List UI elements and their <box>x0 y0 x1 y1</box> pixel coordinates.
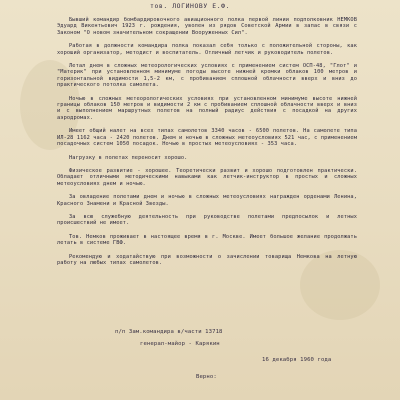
certified-label: Верно: <box>196 374 217 380</box>
paragraph: Ночью в сложных метеорологических условиях при установленном минимуме высоте нижней границы облаков 150 метров и видимости 2 км с пробиванием сплошной облачности вверх и вниз и с выполнением маршрутных полетов на полный радиус действия с посадкой на других аэродромах. <box>57 95 357 121</box>
paragraph: Имеет общий налет на всех типах самолетов 3340 часов - 6500 полетов. На самолете типа ИЛ-28 1162 часа - 2420 полетов. Днем и ночью в сложных метеоусловиях 521 час, с применением посадочных систем 1050 посадок. Ночью в простых метеоусловиях - 353 часа. <box>57 128 357 148</box>
paragraph: Физическое развитие - хорошее. Теоретически развит и хорошо подготовлен практически. Обладает отличными методическими навыками как летчик-инструктор в простых и сложных метеоусловиях днем и ночью. <box>57 167 357 187</box>
document-date: 16 декабря 1960 года <box>262 357 332 363</box>
signature-name: генерал-майор - Карякин <box>140 341 220 347</box>
paragraph: Рекомендую и ходатайствую при возможности о зачислении товарища Немкова на летную работу на любых типах самолетов. <box>57 253 357 266</box>
paragraph: Работая в должности командира полка показал себя только с положительной стороны, как хороший организатор, методист и воспитатель. Отличный летчик и руководитель полетов. <box>57 43 357 56</box>
paragraph: За всю служебную деятельность при руководстве полетами предпосылок и летных происшествий не имеет. <box>57 213 357 227</box>
paragraph: Нагрузку в полетах переносит хорошо. <box>69 154 188 161</box>
paragraph: Тов. Немков проживает в настоящее время в г. Москве. Имеет большое желание продолжать летать в системе ГВФ. <box>57 233 357 247</box>
paragraph: Летал днем в сложных метеорологических условиях с применением систем ОСП-48, "Глот" и "Материк" при установленном минимуме погоды высоте нижней кромки облаков 100 метров и горизонтальной видимости 1,5-2 км, с пробиванием сплошной облачности вверх и вниз до практического потолка самолета. <box>57 63 357 89</box>
signature-position: п/п Зам.командира в/части 13718 <box>115 329 223 335</box>
paragraph: За овладение полетами днем и ночью в сложных метеоусловиях награжден орденами Ленина, Красного Знамени и Красной Звезды. <box>57 194 357 207</box>
addressee-header: тов. ЛОГИНОВУ Е.Ф. <box>150 2 231 10</box>
paragraph: Бывший командир бомбардировочного авиационного полка первой линии подполковник НЕМКОВ Эдуард Викентьевич 1923 г. рождения, уволен из рядов Советской Армии в запас в связи с Законом "О новом значительном сокращении Вооруженных Сил". <box>57 17 357 36</box>
letter-body <box>57 17 357 273</box>
